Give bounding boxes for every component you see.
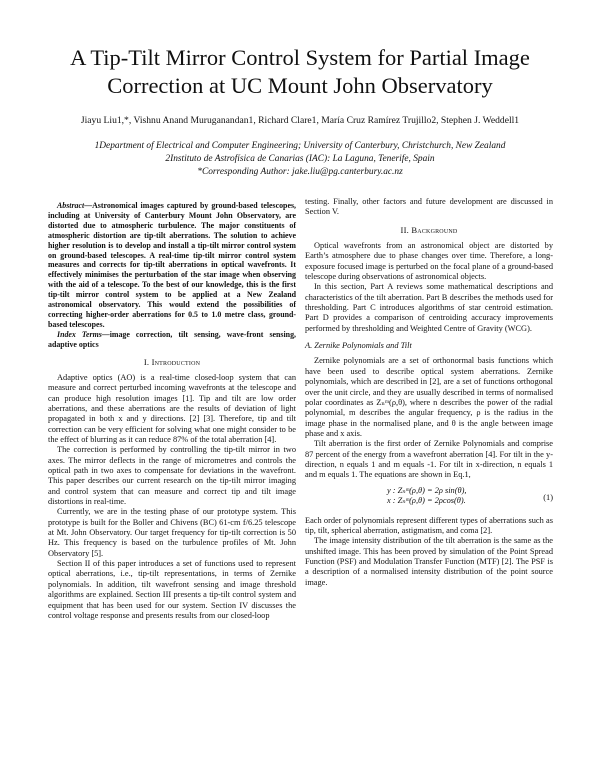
left-column bbox=[48, 201, 296, 621]
index-terms bbox=[48, 330, 296, 350]
equation-1 bbox=[305, 486, 553, 512]
index-terms-label: Index Terms bbox=[57, 329, 102, 339]
background-paragraph-1: Optical wavefronts from an astronomical object are distorted by Earth’s atmosphere due to phase changes over time. Therefore, a long-exposure focused image is perturbed on the focal plane of a ground-based telescope during observations of astronomical objects. bbox=[305, 241, 553, 282]
subsection-heading-zernike: A. Zernike Polynomials and Tilt bbox=[305, 341, 412, 351]
section-heading-introduction: I. Introduction bbox=[143, 356, 201, 367]
equation-lines bbox=[387, 486, 466, 507]
equation-number: (1) bbox=[543, 492, 553, 502]
section-heading-background: II. Background bbox=[400, 224, 458, 235]
title-line-2: Correction at UC Mount John Observatory bbox=[107, 73, 493, 98]
right-column bbox=[305, 197, 553, 588]
intro-paragraph-2: The correction is performed by controlling the tip-tilt mirror in two axes. The mirror deflects in the range of micrometres and controls the optical path in two axes to compensate for deviations in the wavefront. This paper describes our current research on the tip-tilt mirror imaging and control system that can measure and correct tip and tilt image distortions in real-time. bbox=[48, 445, 296, 507]
intro-paragraph-1: Adaptive optics (AO) is a real-time closed-loop system that can measure and correct perturbed incoming wavefronts at the telescope and can produce high resolution images [1]. Tip and tilt are low order aberrations, and these aberrations are the results of deviation of light propagated in both x and y directions. [2] [3]. Therefore, tip and tilt correction can be very efficient for solving what one might consider to be the effect of blurring as it can reduce 87% of the total aberration [4]. bbox=[48, 372, 296, 444]
zernike-paragraph-2: Tilt aberration is the first order of Zernike Polynomials and comprise 87 percent of the energy from a wavefront aberration [4]. For tilt in the y-direction, n equals 1 and m equals -1. For tilt in x-direction, n equals 1 and m equals 1. The equations are shown in Eq.1, bbox=[305, 439, 553, 480]
affiliation-1: 1Department of Electrical and Computer Engineering; University of Canterbury, Christchurch, New Zealand bbox=[94, 141, 506, 151]
affiliation-2: 2Instituto de Astrofísica de Canarias (IAC): La Laguna, Tenerife, Spain bbox=[165, 154, 435, 164]
zernike-paragraph-1: Zernike polynomials are a set of orthonormal basis functions which have been used to describe optical system aberrations. Zernike polynomials, which are described in [2], are a set of functions orthogonal over the unit circle, and they are usually described in terms of normalised polar coordinates as Zₙᵐ(ρ,θ), where n describes the power of the radial polynomial, m describes the angular frequency, ρ is the radius in the image phase in the normalised plane, and θ is the angle between image phase and x axis. bbox=[305, 356, 553, 438]
equation-line-x: x : Zₙᵐ(ρ,θ) = 2ρcos(θ). bbox=[387, 495, 466, 505]
title-line-1: A Tip-Tilt Mirror Control System for Partial Image bbox=[70, 45, 530, 70]
intro-paragraph-3: Currently, we are in the testing phase of our prototype system. This prototype is built for the Boller and Chivens (BC) 61-cm f/6.25 telescope at Mt. John Observatory. Our target frequency for tip-tilt correction is 50 Hz. This frequency is based on the turbulence profiles of Mt. John Observatory [5]. bbox=[48, 507, 296, 558]
author-list: Jiayu Liu1,*, Vishnu Anand Muruganandan1, Richard Clare1, María Cruz Ramírez Trujillo2, Stephen J. Weddell1 bbox=[80, 115, 520, 126]
paper-title bbox=[40, 44, 560, 100]
index-terms-text: —image correction, tilt sensing, wave-front sensing, adaptive optics bbox=[48, 329, 296, 349]
intro-paragraph-4: Section II of this paper introduces a set of functions used to represent optical aberrations, i.e., tip-tilt representations, in terms of Zernike polynomials. In addition, tilt wavefront sensing and image threshold algorithms are explained. Section III presents a tip-tilt control system and equipment that has been used for our system. Section IV discusses the control voltage response and presents results from our closed-loop bbox=[48, 559, 296, 620]
zernike-paragraph-4: The image intensity distribution of the tilt aberration is the same as the unshifted image. This has been proved by simulation of the Point Spread Function (PSF) and Modulation Transfer Function (MTF) [2]. The PSF is a description of a normalised intensity distribution of the point source image. bbox=[305, 536, 553, 587]
abstract-label: Abstract bbox=[57, 201, 85, 210]
intro-paragraph-4-continued: testing. Finally, other factors and future development are discussed in Section V. bbox=[305, 197, 553, 217]
corresponding-author: *Corresponding Author: jake.liu@pg.canterbury.ac.nz bbox=[197, 167, 403, 177]
abstract-text: —Astronomical images captured by ground-based telescopes, including at University of Canterbury Mount John Observatory, are distorted due to atmospheric turbulence. The major constituents of atmospheric distortion are tip-tilt aberrations. The solution to achieve higher resolution is to develop and install a tip-tilt mirror control system on ground-based telescopes. A real-time tip-tilt mirror control system measures and corrects for tip-tilt aberrations in optical wavefronts. It effectively minimises the perturbation of the star image when observing with the aid of a telescope. To the best of our knowledge, this is the first tip-tilt mirror control system to be applied at a New Zealand astronomical observatory. This would extend the possibilities of correcting higher-order aberrations for 0.5 to 1.0 metre class, ground-based telescopes. bbox=[48, 201, 296, 329]
background-paragraph-2: In this section, Part A reviews some mathematical descriptions and characteristics of the tilt aberration. Part B describes the methods used for thresholding. Part C introduces algorithms of star centroid estimation. Part D provides a comparison of centroiding accuracy improvements performed by thresholding and Weighted Centre of Gravity (WCG). bbox=[305, 282, 553, 333]
equation-line-y: y : Zₙᵐ(ρ,θ) = 2ρ sin(θ), bbox=[387, 485, 467, 495]
abstract-block bbox=[48, 201, 296, 350]
abstract bbox=[48, 201, 296, 330]
zernike-paragraph-3: Each order of polynomials represent different types of aberrations such as tip, tilt, spherical aberration, astigmatism, and coma [2]. bbox=[305, 515, 553, 535]
